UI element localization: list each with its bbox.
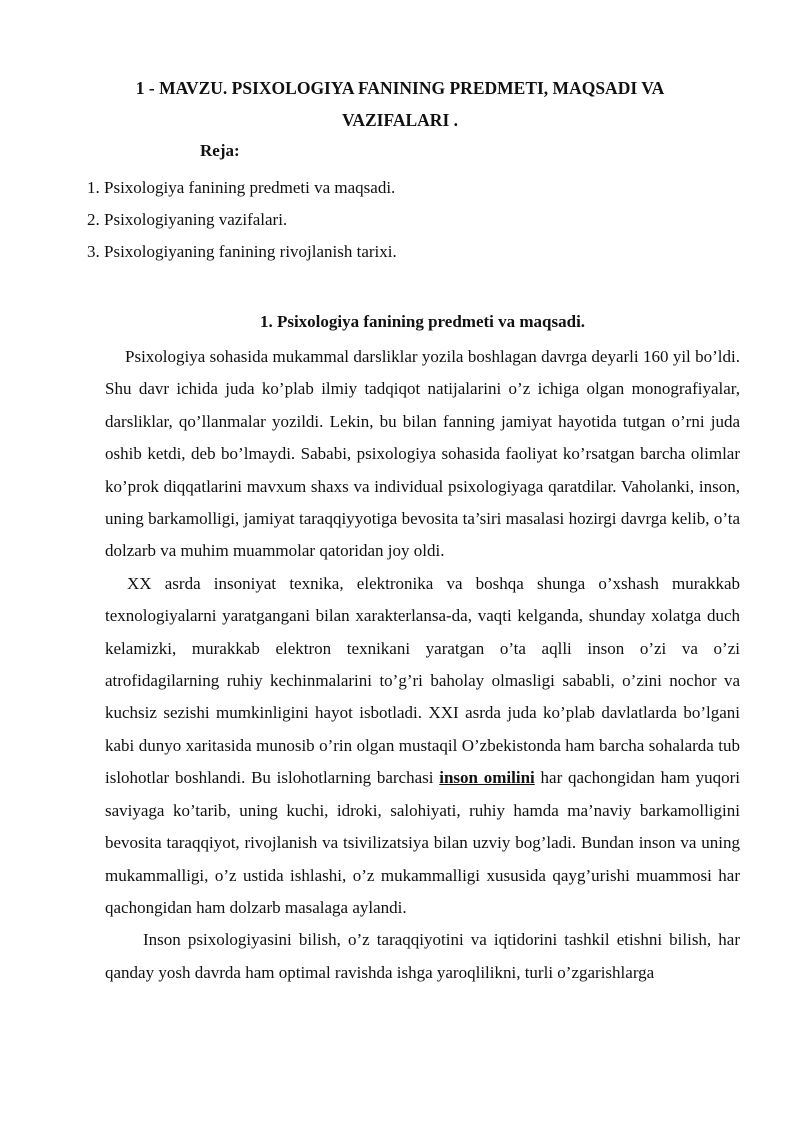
- plan-item: 2. Psixologiyaning vazifalari.: [87, 210, 288, 229]
- plan-item: 3. Psixologiyaning fanining rivojlanish tarixi.: [87, 242, 397, 261]
- plan-item: 1. Psixologiya fanining predmeti va maqsadi.: [87, 178, 396, 197]
- plan-list: [87, 172, 397, 268]
- section-heading: 1. Psixologiya fanining predmeti va maqsadi.: [259, 312, 586, 331]
- paragraph-text: har qachongidan ham yuqori saviyaga ko’tarib, uning kuchi, idroki, salohiyati, ruhiy hamda ma’naviy barkamolligini bevosita taraqqiyot, rivojlanish va tsivilizatsiya bilan uzviy bog’ladi. Bundan inson va uning mukammalligi, o’z ustida ishlashi, o’z mukammalligi xususida qayg’urishi muammosi har qachongidan ham dolzarb masalaga aylandi.: [105, 768, 740, 917]
- paragraph: [105, 568, 740, 924]
- plan-label: Reja:: [200, 141, 240, 160]
- document-title: 1 - MAVZU. PSIXOLOGIYA FANINING PREDMETI, MAQSADI VA VAZIFALARI .: [135, 78, 665, 130]
- paragraph: Psixologiya sohasida mukammal darsliklar yozila boshlagan davrga deyarli 160 yil bo’ldi. Shu davr ichida juda ko’plab ilmiy tadqiqot natijalarini o’z ichiga olgan monografiyalar, darsliklar, qo’llanmalar yozildi. Lekin, bu bilan fanning jamiyat hayotida tutgan o’rni juda oshib ketdi, deb bo’lmaydi. Sababi, psixologiya sohasida faoliyat ko’rsatgan barcha olimlar ko’prok diqqatlarini mavxum shaxs va individual psixologiyaga qaratdilar. Vaholanki, inson, uning barkamolligi, jamiyat taraqqiyyotiga bevosita ta’siri masalasi hozirgi davrga kelib, o’ta dolzarb va muhim muammolar qatoridan joy oldi.: [105, 347, 740, 561]
- paragraph-text: XX asrda insoniyat texnika, elektronika va boshqa shunga o’xshash murakkab texnologiyalarni yaratgangani bilan xarakterlansa-da, vaqti kelganda, shunday xolatga duch kelamizki, murakkab elektron texnikani yaratgan o’ta aqlli inson o’zi va o’zi atrofidagilarning ruhiy kechinmalarini to’g’ri baholay olmasligi sababli, o’zini nochor va kuchsiz sezishi mumkinligini hayot isbotladi. XXI asrda juda ko’plab davlatlarda bo’lgani kabi dunyo xaritasida munosib o’rin olgan mustaqil O’zbekistonda ham barcha sohalarda tub islohotlar boshlandi. Bu islohotlarning barchasi: [105, 573, 740, 788]
- paragraph: Inson psixologiyasini bilish, o’z taraqqiyotini va iqtidorini tashkil etishni bilish, har qanday yosh davrda ham optimal ravishda ishga yaroqlilikni, turli o’zgarishlarga: [105, 930, 740, 982]
- body-text: [105, 341, 740, 989]
- emphasized-term: inson omilini: [439, 768, 535, 788]
